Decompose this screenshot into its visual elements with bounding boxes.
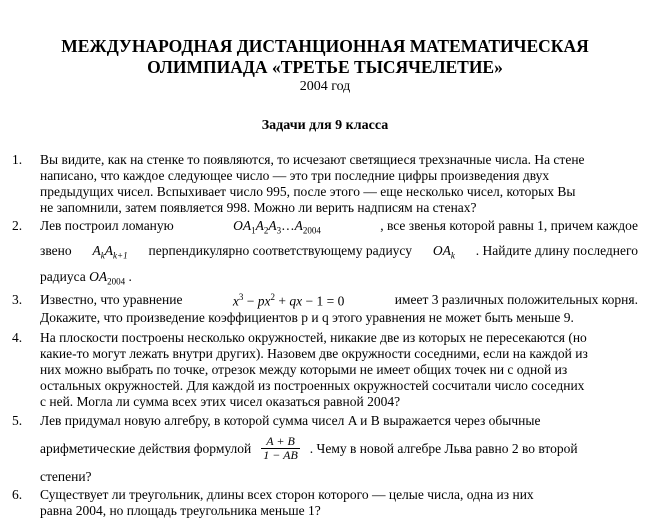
problem-text: имеет 3 различных положительных корня. [394, 292, 638, 307]
problem-text: звено [40, 243, 72, 258]
formula-fraction [261, 435, 300, 462]
formula-segment: $A_kA_{k+1}$ [92, 243, 128, 261]
problem-line: Существует ли треугольник, длины всех сторон которого — целые числа, одна из них [40, 487, 534, 502]
problem-text: . Найдите длину последнего [475, 243, 638, 258]
fraction-numerator: A + B [261, 435, 300, 449]
problem-line: равна 2004, но площадь треугольника меньше 1? [40, 503, 321, 518]
problem-number: 5. [12, 413, 23, 428]
problem-line: Вы видите, как на стенке то появляются, то исчезают светящиеся трехзначные числа. На стене [40, 152, 585, 167]
problem-line: степени? [40, 469, 92, 484]
problem-line: написано, что каждое следующее число — это три последние цифры произведения двух [40, 168, 550, 183]
problem-text: , все звенья которой равны 1, причем каждое [380, 218, 638, 233]
title-line-1: МЕЖДУНАРОДНАЯ ДИСТАНЦИОННАЯ МАТЕМАТИЧЕСКАЯ [61, 36, 589, 56]
problem-number: 3. [12, 292, 23, 307]
problem-text: радиуса [40, 269, 86, 284]
problem-text: перпендикулярно соответствующему радиусу [148, 243, 412, 258]
formula-radius: $OA_k$ [432, 243, 455, 261]
problem-line: На плоскости построены несколько окружностей, никакие две из которых не пересекаются (но [40, 330, 587, 345]
problem-text: Известно, что уравнение [40, 292, 183, 307]
problem-line: них можно выбрать по точке, отрезок между которыми не имеет общих точек ни с одной из [40, 362, 568, 377]
problem-text: арифметические действия формулой [40, 440, 252, 456]
problem-line: какие-то могут лежать внутри других). Назовем две окружности соседними, если на каждой из [40, 346, 588, 361]
formula-last-radius: $OA_{2004}$ [89, 269, 126, 287]
year: 2004 год [299, 79, 351, 94]
problem-text: . Чему в новой алгебре Льва равно 2 во второй [309, 440, 578, 456]
formula-equation: $x^3 - px^2$ + qx − 1 = 0 [232, 292, 345, 309]
problem-line: Лев придумал новую алгебру, в которой сумма чисел A и B выражается через обычные [40, 413, 541, 428]
fraction-denominator: 1 − AB [263, 448, 298, 462]
problem-number: 2. [12, 218, 23, 233]
problem-number: 4. [12, 330, 23, 345]
subtitle: Задачи для 9 класса [261, 118, 389, 133]
formula-polyline: $OA_1A_2A_3\dots A_{2004}$ [233, 218, 321, 236]
problem-line: не запомнили, затем появляется 998. Можно ли верить надписям на стенах? [40, 200, 477, 215]
problem-text: Лев построил ломаную [40, 218, 174, 233]
problem-text: . [128, 269, 132, 284]
problem-line: с ней. Могла ли сумма всех этих чисел оказаться равной 2004? [40, 394, 401, 409]
problem-number: 1. [12, 152, 23, 167]
problem-line: Докажите, что произведение коэффициентов p и q этого уравнения не может быть меньше 9. [40, 310, 574, 325]
problem-line: предыдущих чисел. Вспыхивает число 995, после этого — еще несколько чисел, которых Вы [40, 184, 576, 199]
title-line-2: ОЛИМПИАДА «ТРЕТЬЕ ТЫСЯЧЕЛЕТИЕ» [147, 57, 503, 77]
problem-line: остальных окружностей. Для каждой из построенных окружностей сосчитали число соседних [40, 378, 585, 393]
problem-number: 6. [12, 487, 23, 502]
